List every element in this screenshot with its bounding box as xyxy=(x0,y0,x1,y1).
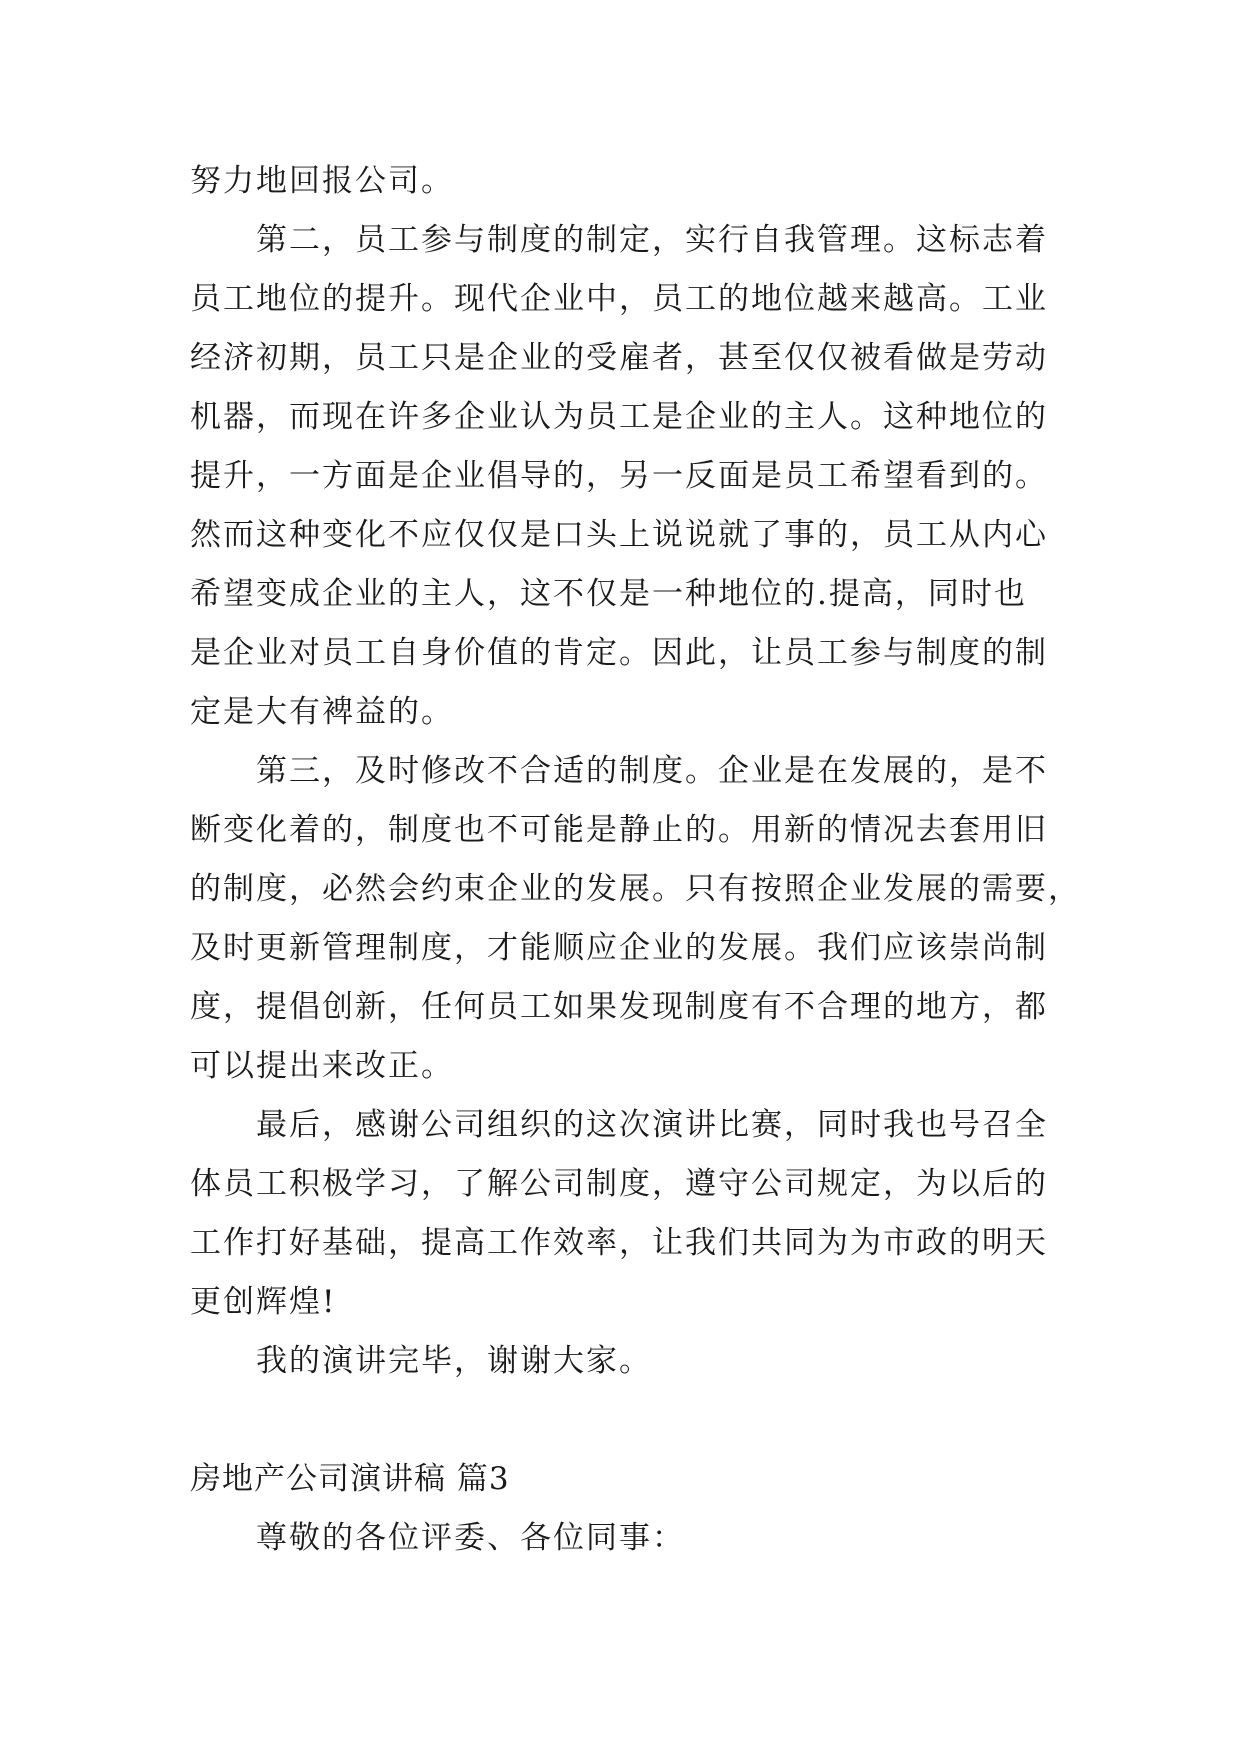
paragraph-line: 提升，一方面是企业倡导的，另一反面是员工希望看到的。 xyxy=(190,458,1048,494)
paragraph-line: 第三，及时修改不合适的制度。企业是在发展的，是不 xyxy=(256,753,1048,789)
paragraph-line: 及时更新管理制度，才能顺应企业的发展。我们应该崇尚制 xyxy=(190,930,1048,966)
paragraph-line: 努力地回报公司。 xyxy=(190,163,454,199)
paragraph-line: 第二，员工参与制度的制定，实行自我管理。这标志着 xyxy=(256,222,1048,258)
paragraph-line: 然而这种变化不应仅仅是口头上说说就了事的，员工从内心 xyxy=(190,517,1048,553)
paragraph-line: 体员工积极学习，了解公司制度，遵守公司规定，为以后的 xyxy=(190,1166,1048,1202)
paragraph-line: 断变化着的，制度也不可能是静止的。用新的情况去套用旧 xyxy=(190,812,1048,848)
paragraph-line: 希望变成企业的主人，这不仅是一种地位的.提高，同时也 xyxy=(190,576,1027,612)
paragraph-line: 机器，而现在许多企业认为员工是企业的主人。这种地位的 xyxy=(190,399,1048,435)
paragraph-line: 更创辉煌! xyxy=(190,1284,337,1320)
paragraph-line: 工作打好基础，提高工作效率，让我们共同为为市政的明天 xyxy=(190,1225,1048,1261)
paragraph-line: 经济初期，员工只是企业的受雇者，甚至仅仅被看做是劳动 xyxy=(190,340,1048,376)
section-title: 房地产公司演讲稿 篇3 xyxy=(190,1461,510,1497)
paragraph-line: 的制度，必然会约束企业的发展。只有按照企业发展的需要， xyxy=(190,871,1081,907)
paragraph-line: 是企业对员工自身价值的肯定。因此，让员工参与制度的制 xyxy=(190,635,1048,671)
paragraph-line: 我的演讲完毕，谢谢大家。 xyxy=(256,1343,652,1379)
paragraph-line: 最后，感谢公司组织的这次演讲比赛，同时我也号召全 xyxy=(256,1107,1048,1143)
document-body xyxy=(190,152,1081,1568)
paragraph-line: 度，提倡创新，任何员工如果发现制度有不合理的地方，都 xyxy=(190,989,1048,1025)
paragraph-line: 可以提出来改正。 xyxy=(190,1048,454,1084)
greeting-line: 尊敬的各位评委、各位同事： xyxy=(256,1520,685,1556)
paragraph-line: 员工地位的提升。现代企业中，员工的地位越来越高。工业 xyxy=(190,281,1048,317)
paragraph-line: 定是大有裨益的。 xyxy=(190,694,454,730)
section-spacer xyxy=(190,1391,1070,1450)
